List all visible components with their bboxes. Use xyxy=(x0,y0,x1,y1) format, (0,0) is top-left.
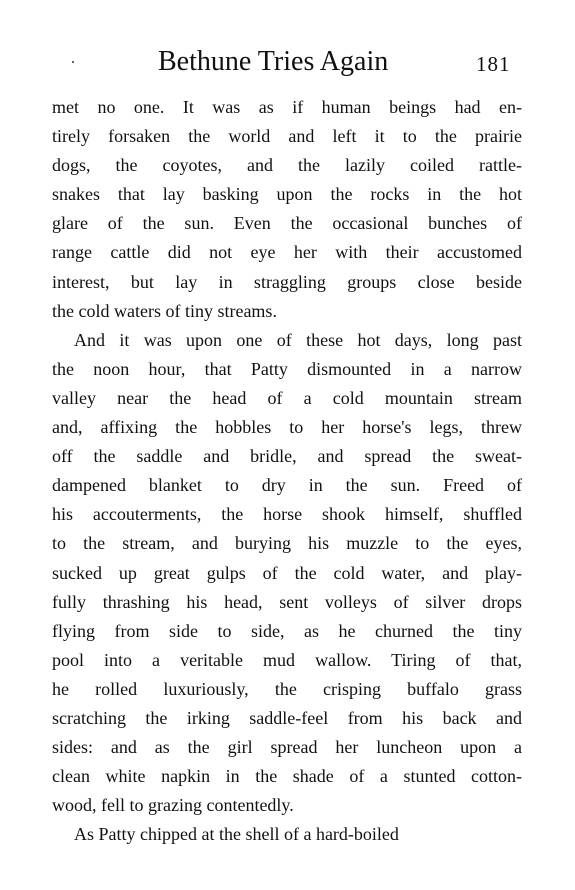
text-line: to the stream, and burying his muzzle to the eyes, xyxy=(52,533,522,554)
text-line: glare of the sun. Even the occasional bunches of xyxy=(52,213,522,234)
text-line: pool into a veritable mud wallow. Tiring of that, xyxy=(52,649,522,670)
page-header xyxy=(0,44,575,84)
text-line: flying from side to side, as he churned the tiny xyxy=(52,620,522,641)
text-line: As Patty chipped at the shell of a hard-boiled xyxy=(74,824,399,845)
text-line: clean white napkin in the shade of a stunted cotton- xyxy=(52,766,522,787)
text-line: wood, fell to grazing contentedly. xyxy=(52,795,294,816)
paragraph xyxy=(52,93,522,326)
text-line: valley near the head of a cold mountain stream xyxy=(52,387,522,408)
text-line: he rolled luxuriously, the crisping buffalo grass xyxy=(52,678,522,699)
text-line: the noon hour, that Patty dismounted in a narrow xyxy=(52,358,522,379)
page-number: 181 xyxy=(476,52,511,76)
text-line: snakes that lay basking upon the rocks in the hot xyxy=(52,184,522,205)
text-line: dogs, the coyotes, and the lazily coiled rattle- xyxy=(52,155,522,176)
text-line: range cattle did not eye her with their accustomed xyxy=(52,242,522,263)
text-line: sucked up great gulps of the cold water, and play- xyxy=(52,562,522,583)
paragraph xyxy=(52,326,522,821)
text-line: And it was upon one of these hot days, long past xyxy=(74,329,522,350)
text-line: and, affixing the hobbles to her horse's legs, threw xyxy=(52,417,522,438)
paragraph xyxy=(52,820,522,849)
text-line: interest, but lay in straggling groups close beside xyxy=(52,271,522,292)
running-title: Bethune Tries Again xyxy=(158,46,389,77)
text-line: sides: and as the girl spread her luncheon upon a xyxy=(52,737,522,758)
text-line: his accouterments, the horse shook himself, shuffled xyxy=(52,504,522,525)
text-line: tirely forsaken the world and left it to the prairie xyxy=(52,126,522,147)
text-line: fully thrashing his head, sent volleys of silver drops xyxy=(52,591,522,612)
text-line: dampened blanket to dry in the sun. Freed of xyxy=(52,475,522,496)
text-line: scratching the irking saddle-feel from his back and xyxy=(52,707,522,728)
text-line: off the saddle and bridle, and spread the sweat- xyxy=(52,446,522,467)
body-text xyxy=(52,93,522,849)
text-line: the cold waters of tiny streams. xyxy=(52,300,277,321)
text-line: met no one. It was as if human beings had en- xyxy=(52,97,522,117)
